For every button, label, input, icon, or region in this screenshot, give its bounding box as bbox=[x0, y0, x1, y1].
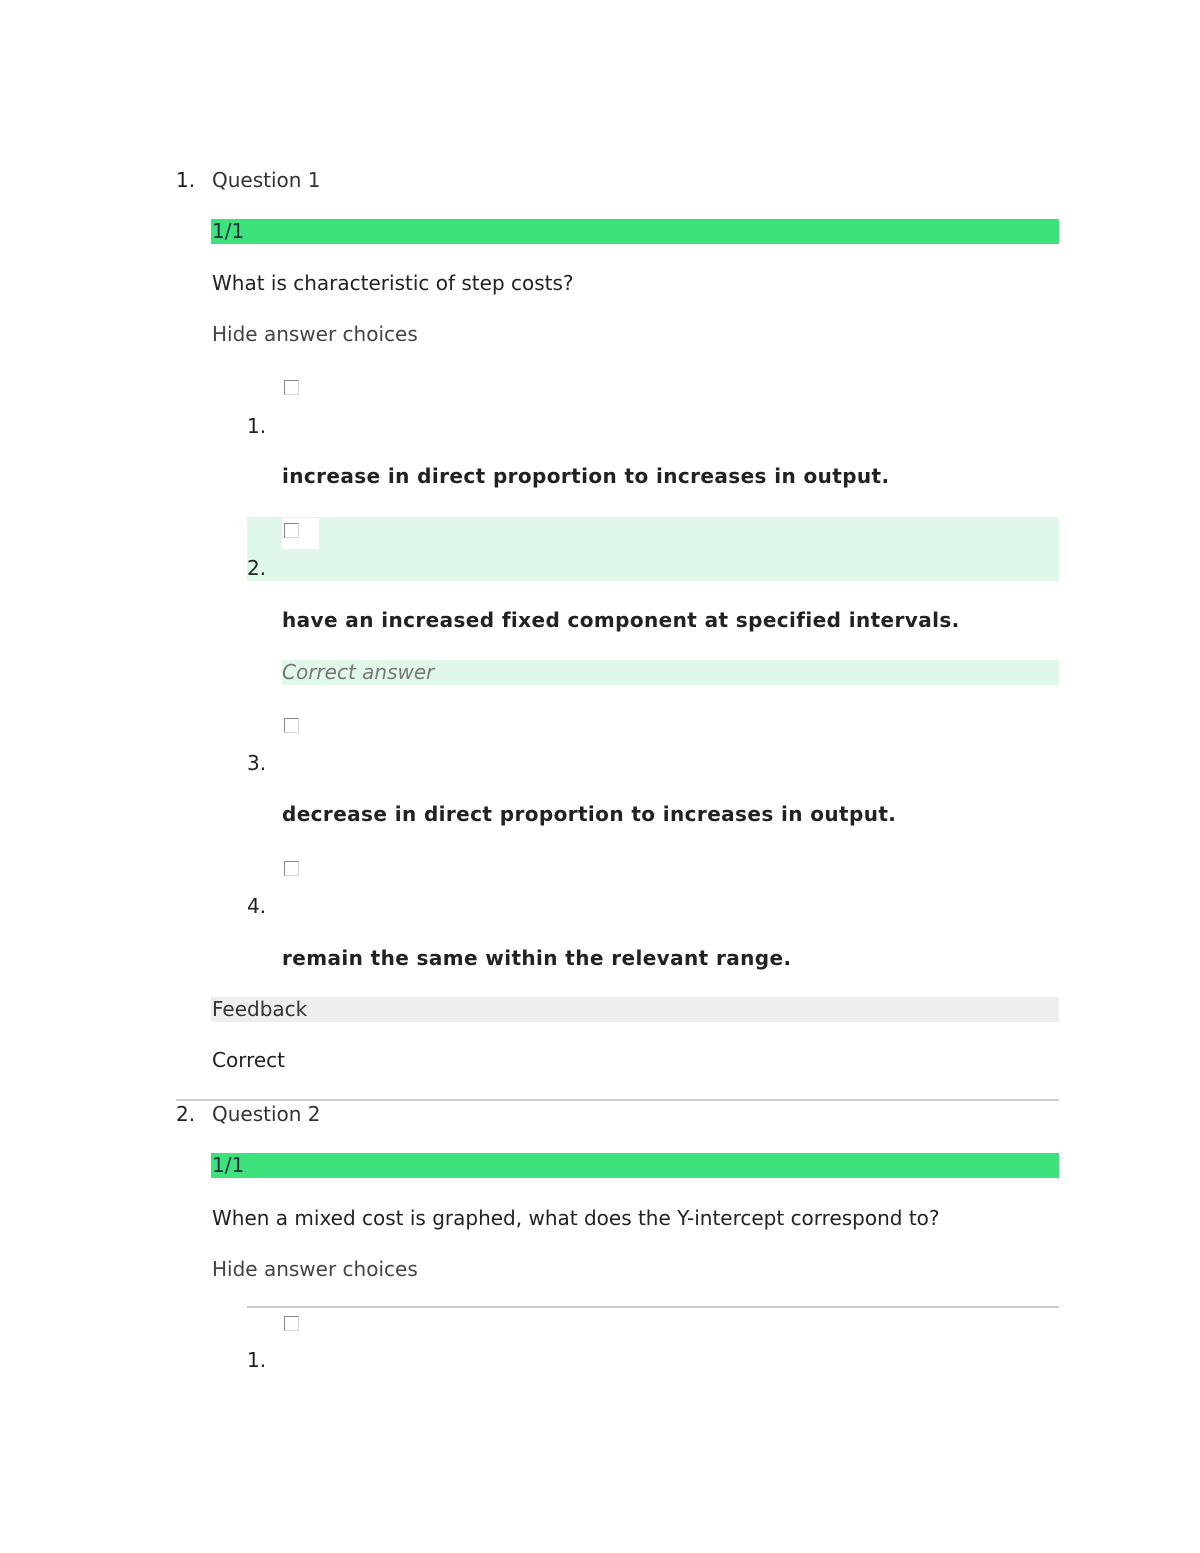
feedback-text: Correct bbox=[212, 1048, 285, 1072]
choice-number: 1. bbox=[247, 414, 267, 438]
question-text: When a mixed cost is graphed, what does the Y-intercept correspond to? bbox=[212, 1206, 940, 1230]
score-label: 1/1 bbox=[212, 1153, 245, 1177]
choice-text: have an increased fixed component at specified intervals. bbox=[282, 608, 960, 632]
score-bar bbox=[211, 219, 1059, 244]
choice-number: 4. bbox=[247, 894, 267, 918]
choice-checkbox[interactable] bbox=[284, 718, 299, 733]
choice-number: 3. bbox=[247, 751, 267, 775]
choice-number: 2. bbox=[247, 556, 267, 580]
choice-checkbox[interactable] bbox=[284, 380, 299, 395]
choice-number: 1. bbox=[247, 1348, 267, 1372]
question-title: Question 1 bbox=[212, 168, 321, 192]
choice-checkbox[interactable] bbox=[284, 1316, 299, 1331]
question-divider bbox=[176, 1099, 1059, 1101]
hide-answer-choices-link[interactable]: Hide answer choices bbox=[212, 1257, 418, 1281]
hide-answer-choices-link[interactable]: Hide answer choices bbox=[212, 322, 418, 346]
question-number: 1. bbox=[176, 168, 196, 192]
feedback-header bbox=[211, 997, 1059, 1022]
choices-divider bbox=[247, 1306, 1059, 1308]
question-text: What is characteristic of step costs? bbox=[212, 271, 574, 295]
score-bar bbox=[211, 1153, 1059, 1178]
correct-answer-text: Correct answer bbox=[282, 660, 435, 684]
correct-choice-highlight bbox=[247, 517, 1059, 581]
choice-text: increase in direct proportion to increases in output. bbox=[282, 464, 890, 488]
question-title: Question 2 bbox=[212, 1102, 321, 1126]
correct-answer-label bbox=[282, 660, 1059, 685]
score-label: 1/1 bbox=[212, 219, 245, 243]
choice-checkbox[interactable] bbox=[284, 861, 299, 876]
choice-text: remain the same within the relevant range. bbox=[282, 946, 792, 970]
feedback-label: Feedback bbox=[212, 997, 308, 1021]
question-number: 2. bbox=[176, 1102, 196, 1126]
choice-checkbox[interactable] bbox=[284, 523, 299, 538]
choice-text: decrease in direct proportion to increases in output. bbox=[282, 802, 897, 826]
